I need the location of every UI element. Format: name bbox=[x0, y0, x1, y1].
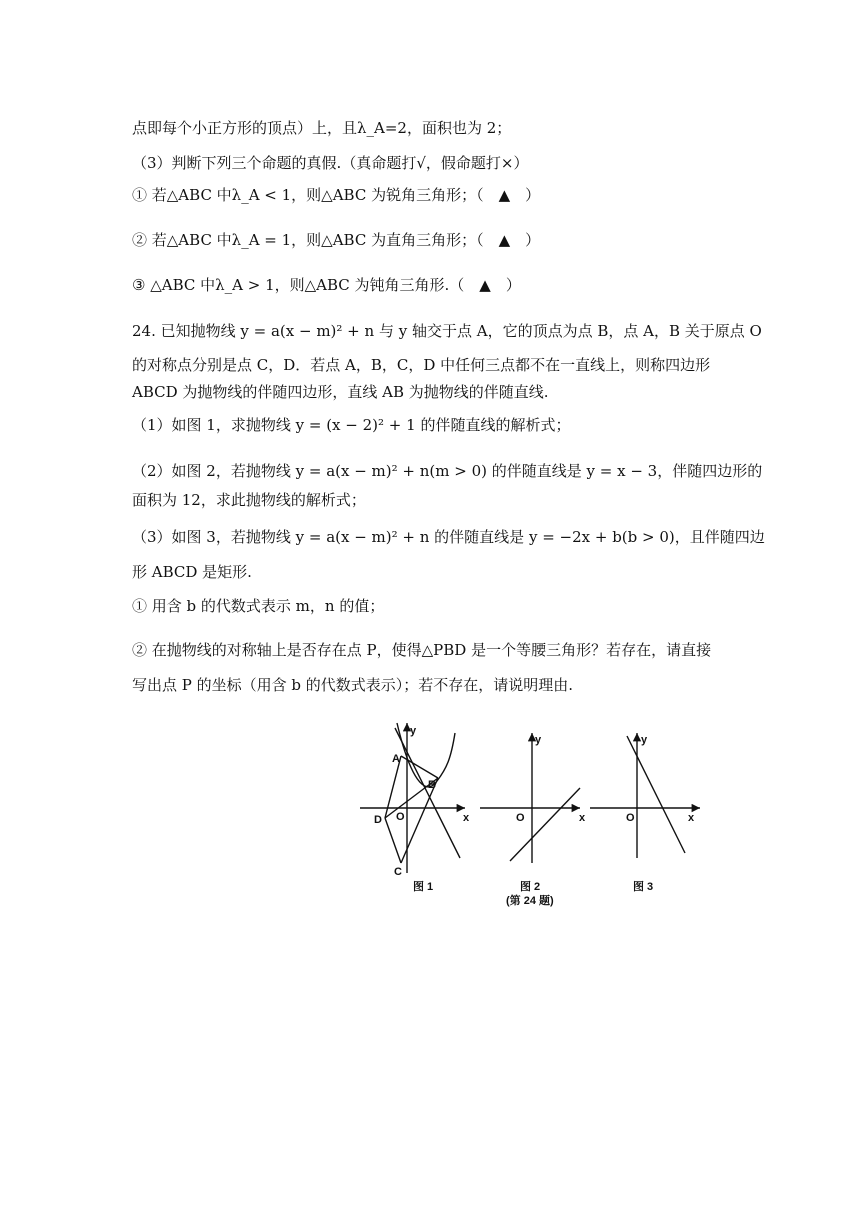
text-line: 点即每个小正方形的顶点）上，且λ_A=2，面积也为 2； bbox=[132, 119, 512, 137]
fig1-side-dc bbox=[385, 818, 401, 863]
text-line: （3）如图 3，若抛物线 y = a(x − m)² + n 的伴随直线是 y = −2x + b(b > 0)，且伴随四边 bbox=[132, 528, 765, 546]
fig1-caption: 图 1 bbox=[413, 881, 434, 893]
text-line: 写出点 P 的坐标（用含 b 的代数式表示）；若不存在，请说明理由. bbox=[132, 676, 574, 694]
figure-3 bbox=[590, 733, 700, 858]
text-line: ③ △ABC 中λ_A > 1，则△ABC 为钝角三角形.（ ▲ ） bbox=[132, 276, 521, 294]
fig1-side-ad bbox=[385, 756, 401, 818]
problem-caption: (第 24 题) bbox=[506, 895, 554, 907]
fig1-line-ab bbox=[395, 728, 460, 858]
text-line: 的对称点分别是点 C，D．若点 A，B，C，D 中任何三点都不在一直线上，则称四边形 bbox=[132, 356, 711, 374]
fig2-line bbox=[510, 788, 580, 861]
fig1-label-x: x bbox=[463, 812, 470, 824]
text-line: 形 ABCD 是矩形. bbox=[132, 563, 252, 581]
text-line: ① 用含 b 的代数式表示 m，n 的值； bbox=[132, 597, 385, 615]
fig1-label-d: D bbox=[374, 814, 382, 826]
figures-panel bbox=[355, 718, 715, 918]
fig1-label-a: A bbox=[392, 753, 400, 765]
fig1-label-o: O bbox=[396, 811, 405, 823]
figure-2 bbox=[480, 733, 580, 863]
fig3-label-o: O bbox=[626, 812, 635, 824]
text-line: ABCD 为抛物线的伴随四边形，直线 AB 为抛物线的伴随直线. bbox=[132, 383, 549, 401]
fig1-label-b: B bbox=[428, 779, 436, 791]
fig1-parabola bbox=[397, 723, 455, 787]
fig3-line bbox=[627, 736, 685, 853]
text-line: （3）判断下列三个命题的真假.（真命题打√，假命题打×） bbox=[132, 154, 529, 172]
fig3-caption: 图 3 bbox=[633, 881, 654, 893]
fig2-label-x: x bbox=[579, 812, 586, 824]
fig2-label-o: O bbox=[516, 812, 525, 824]
fig3-label-y: y bbox=[641, 734, 648, 746]
text-line: 面积为 12，求此抛物线的解析式； bbox=[132, 491, 366, 509]
figure-1 bbox=[360, 723, 465, 873]
text-line: 24. 已知抛物线 y = a(x − m)² + n 与 y 轴交于点 A，它的顶点为点 B，点 A，B 关于原点 O bbox=[132, 322, 762, 340]
figures-svg bbox=[355, 718, 715, 918]
text-line: （1）如图 1，求抛物线 y = (x − 2)² + 1 的伴随直线的解析式； bbox=[132, 416, 571, 434]
text-line: （2）如图 2，若抛物线 y = a(x − m)² + n(m > 0) 的伴随直线是 y = x − 3，伴随四边形的 bbox=[132, 462, 763, 480]
fig2-label-y: y bbox=[535, 734, 542, 746]
fig3-label-x: x bbox=[688, 812, 695, 824]
fig1-label-c: C bbox=[394, 866, 402, 878]
text-line: ② 若△ABC 中λ_A = 1，则△ABC 为直角三角形；（ ▲ ） bbox=[132, 231, 541, 249]
fig1-label-y: y bbox=[410, 725, 417, 737]
text-line: ① 若△ABC 中λ_A < 1，则△ABC 为锐角三角形；（ ▲ ） bbox=[132, 186, 541, 204]
fig2-caption: 图 2 bbox=[520, 881, 541, 893]
text-line: ② 在抛物线的对称轴上是否存在点 P，使得△PBD 是一个等腰三角形？若存在，请直接 bbox=[132, 641, 712, 659]
